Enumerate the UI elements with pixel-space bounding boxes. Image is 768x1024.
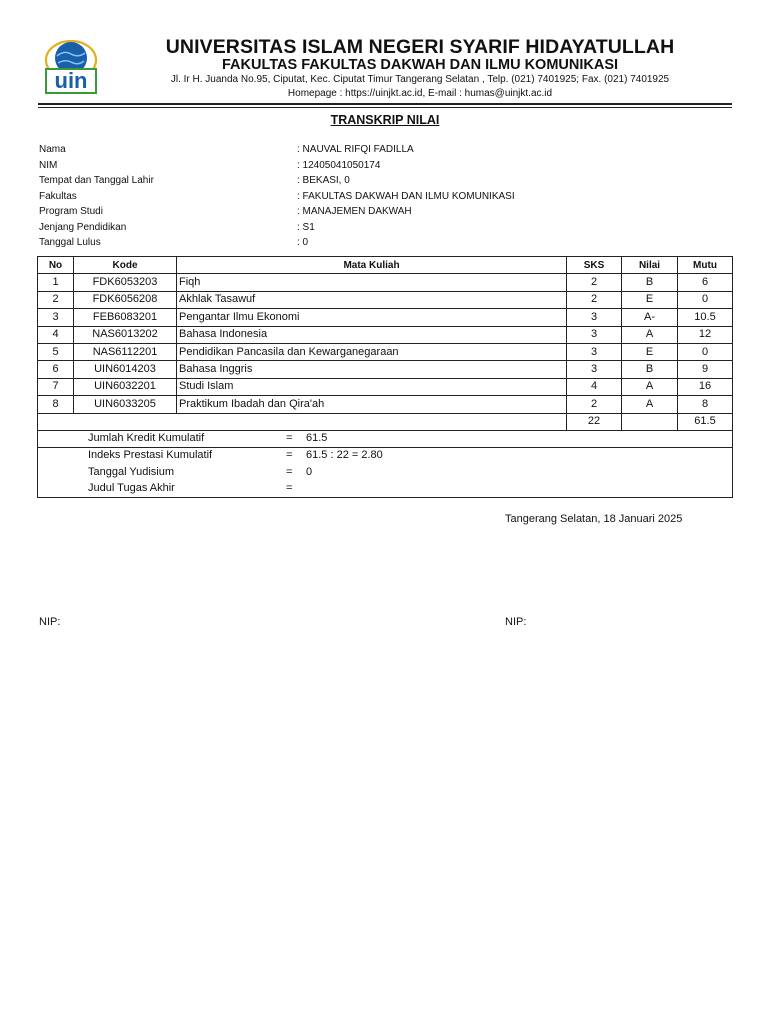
table-row bbox=[38, 309, 733, 326]
cell-mutu: 9 bbox=[678, 361, 733, 378]
table-row bbox=[38, 361, 733, 378]
summary-value: 61.5 : 22 = 2.80 bbox=[306, 449, 383, 462]
cell-no: 8 bbox=[38, 396, 74, 413]
table-row bbox=[38, 291, 733, 308]
cell-mutu: 6 bbox=[678, 274, 733, 291]
summary-row-tugas-akhir bbox=[38, 481, 733, 498]
summary-label: Indeks Prestasi Kumulatif bbox=[88, 449, 213, 462]
nip-left: NIP: bbox=[39, 616, 61, 628]
grades-table bbox=[37, 256, 733, 498]
col-header-mata-kuliah: Mata Kuliah bbox=[177, 257, 567, 274]
summary-row-kredit bbox=[38, 430, 733, 447]
place-date: Tangerang Selatan, 18 Januari 2025 bbox=[505, 513, 683, 525]
cell-no: 3 bbox=[38, 309, 74, 326]
cell-mata-kuliah: Pendidikan Pancasila dan Kewarganegaraan bbox=[177, 343, 567, 360]
table-header-row bbox=[38, 257, 733, 274]
info-value-ttl: : BEKASI, 0 bbox=[297, 175, 350, 186]
cell-no: 4 bbox=[38, 326, 74, 343]
header-rule-thin bbox=[38, 107, 732, 108]
cell-mutu: 10.5 bbox=[678, 309, 733, 326]
cell-mutu: 0 bbox=[678, 343, 733, 360]
cell-mata-kuliah: Fiqh bbox=[177, 274, 567, 291]
col-header-kode: Kode bbox=[74, 257, 177, 274]
cell-mata-kuliah: Bahasa Inggris bbox=[177, 361, 567, 378]
cell-mata-kuliah: Bahasa Indonesia bbox=[177, 326, 567, 343]
cell-nilai: A- bbox=[622, 309, 678, 326]
cell-no: 1 bbox=[38, 274, 74, 291]
summary-label: Jumlah Kredit Kumulatif bbox=[88, 431, 205, 444]
university-name: UNIVERSITAS ISLAM NEGERI SYARIF HIDAYATULLAH bbox=[165, 36, 675, 58]
cell-no: 2 bbox=[38, 291, 74, 308]
address: Jl. Ir H. Juanda No.95, Ciputat, Kec. Ciputat Timur Tangerang Selatan , Telp. (021) 7401925; Fax. (021) 7401925 bbox=[170, 74, 670, 85]
cell-mutu: 8 bbox=[678, 396, 733, 413]
cell-sks: 2 bbox=[567, 274, 622, 291]
total-sks: 22 bbox=[567, 413, 622, 430]
summary-label: Tanggal Yudisium bbox=[88, 465, 175, 478]
faculty-name: FAKULTAS FAKULTAS DAKWAH DAN ILMU KOMUNIKASI bbox=[221, 57, 619, 73]
cell-nilai: E bbox=[622, 343, 678, 360]
info-value-lulus: : 0 bbox=[297, 237, 309, 248]
col-header-nilai: Nilai bbox=[622, 257, 678, 274]
info-value-jenjang: : S1 bbox=[297, 222, 315, 233]
cell-sks: 4 bbox=[567, 378, 622, 395]
cell-no: 5 bbox=[38, 343, 74, 360]
university-logo bbox=[40, 36, 102, 98]
cell-sks: 2 bbox=[567, 291, 622, 308]
cell-nilai: A bbox=[622, 326, 678, 343]
info-label-fakultas: Fakultas bbox=[39, 191, 77, 202]
totals-spacer bbox=[38, 413, 567, 430]
info-label-nama: Nama bbox=[39, 144, 66, 155]
cell-nilai: B bbox=[622, 274, 678, 291]
col-header-mutu: Mutu bbox=[678, 257, 733, 274]
cell-nilai: E bbox=[622, 291, 678, 308]
header-rule-thick bbox=[38, 103, 732, 105]
summary-label: Judul Tugas Akhir bbox=[88, 482, 175, 495]
info-label-nim: NIM bbox=[39, 160, 58, 171]
info-label-ttl: Tempat dan Tanggal Lahir bbox=[39, 175, 154, 186]
info-label-jenjang: Jenjang Pendidikan bbox=[39, 222, 127, 233]
cell-kode: NAS6013202 bbox=[74, 326, 177, 343]
cell-mata-kuliah: Pengantar Ilmu Ekonomi bbox=[177, 309, 567, 326]
total-nilai-empty bbox=[622, 413, 678, 430]
cell-kode: FEB6083201 bbox=[74, 309, 177, 326]
cell-nilai: A bbox=[622, 378, 678, 395]
info-value-fakultas: : FAKULTAS DAKWAH DAN ILMU KOMUNIKASI bbox=[297, 191, 515, 202]
summary-value: 0 bbox=[306, 465, 313, 478]
summary-row-ipk bbox=[38, 448, 733, 465]
table-row bbox=[38, 378, 733, 395]
cell-sks: 3 bbox=[567, 361, 622, 378]
info-label-prodi: Program Studi bbox=[39, 206, 103, 217]
cell-kode: UIN6032201 bbox=[74, 378, 177, 395]
summary-equals: = bbox=[286, 465, 293, 478]
summary-row-yudisium bbox=[38, 465, 733, 481]
cell-kode: UIN6033205 bbox=[74, 396, 177, 413]
summary-equals: = bbox=[286, 482, 293, 495]
col-header-no: No bbox=[38, 257, 74, 274]
cell-mutu: 16 bbox=[678, 378, 733, 395]
info-value-prodi: : MANAJEMEN DAKWAH bbox=[297, 206, 412, 217]
cell-nilai: A bbox=[622, 396, 678, 413]
cell-sks: 2 bbox=[567, 396, 622, 413]
info-value-nim: : 12405041050174 bbox=[297, 160, 381, 171]
cell-kode: NAS6112201 bbox=[74, 343, 177, 360]
summary-equals: = bbox=[286, 449, 293, 462]
logo-text: uin bbox=[54, 68, 88, 93]
cell-mata-kuliah: Akhlak Tasawuf bbox=[177, 291, 567, 308]
summary-equals: = bbox=[286, 431, 293, 444]
nip-right: NIP: bbox=[505, 616, 527, 628]
cell-sks: 3 bbox=[567, 343, 622, 360]
col-header-sks: SKS bbox=[567, 257, 622, 274]
info-label-lulus: Tanggal Lulus bbox=[39, 237, 101, 248]
info-value-nama: : NAUVAL RIFQI FADILLA bbox=[297, 144, 414, 155]
table-row bbox=[38, 396, 733, 413]
table-row bbox=[38, 326, 733, 343]
cell-mutu: 12 bbox=[678, 326, 733, 343]
table-row bbox=[38, 274, 733, 291]
cell-kode: FDK6056208 bbox=[74, 291, 177, 308]
cell-nilai: B bbox=[622, 361, 678, 378]
cell-sks: 3 bbox=[567, 309, 622, 326]
cell-kode: FDK6053203 bbox=[74, 274, 177, 291]
total-mutu: 61.5 bbox=[678, 413, 733, 430]
cell-mata-kuliah: Praktikum Ibadah dan Qira'ah bbox=[177, 396, 567, 413]
summary-value: 61.5 bbox=[306, 431, 328, 444]
cell-no: 6 bbox=[38, 361, 74, 378]
document-title: TRANSKRIP NILAI bbox=[330, 113, 440, 127]
cell-kode: UIN6014203 bbox=[74, 361, 177, 378]
homepage-email: Homepage : https://uinjkt.ac.id, E-mail : humas@uinjkt.ac.id bbox=[287, 88, 553, 99]
cell-no: 7 bbox=[38, 378, 74, 395]
totals-row bbox=[38, 413, 733, 430]
cell-mutu: 0 bbox=[678, 291, 733, 308]
cell-sks: 3 bbox=[567, 326, 622, 343]
cell-mata-kuliah: Studi Islam bbox=[177, 378, 567, 395]
table-row bbox=[38, 343, 733, 360]
